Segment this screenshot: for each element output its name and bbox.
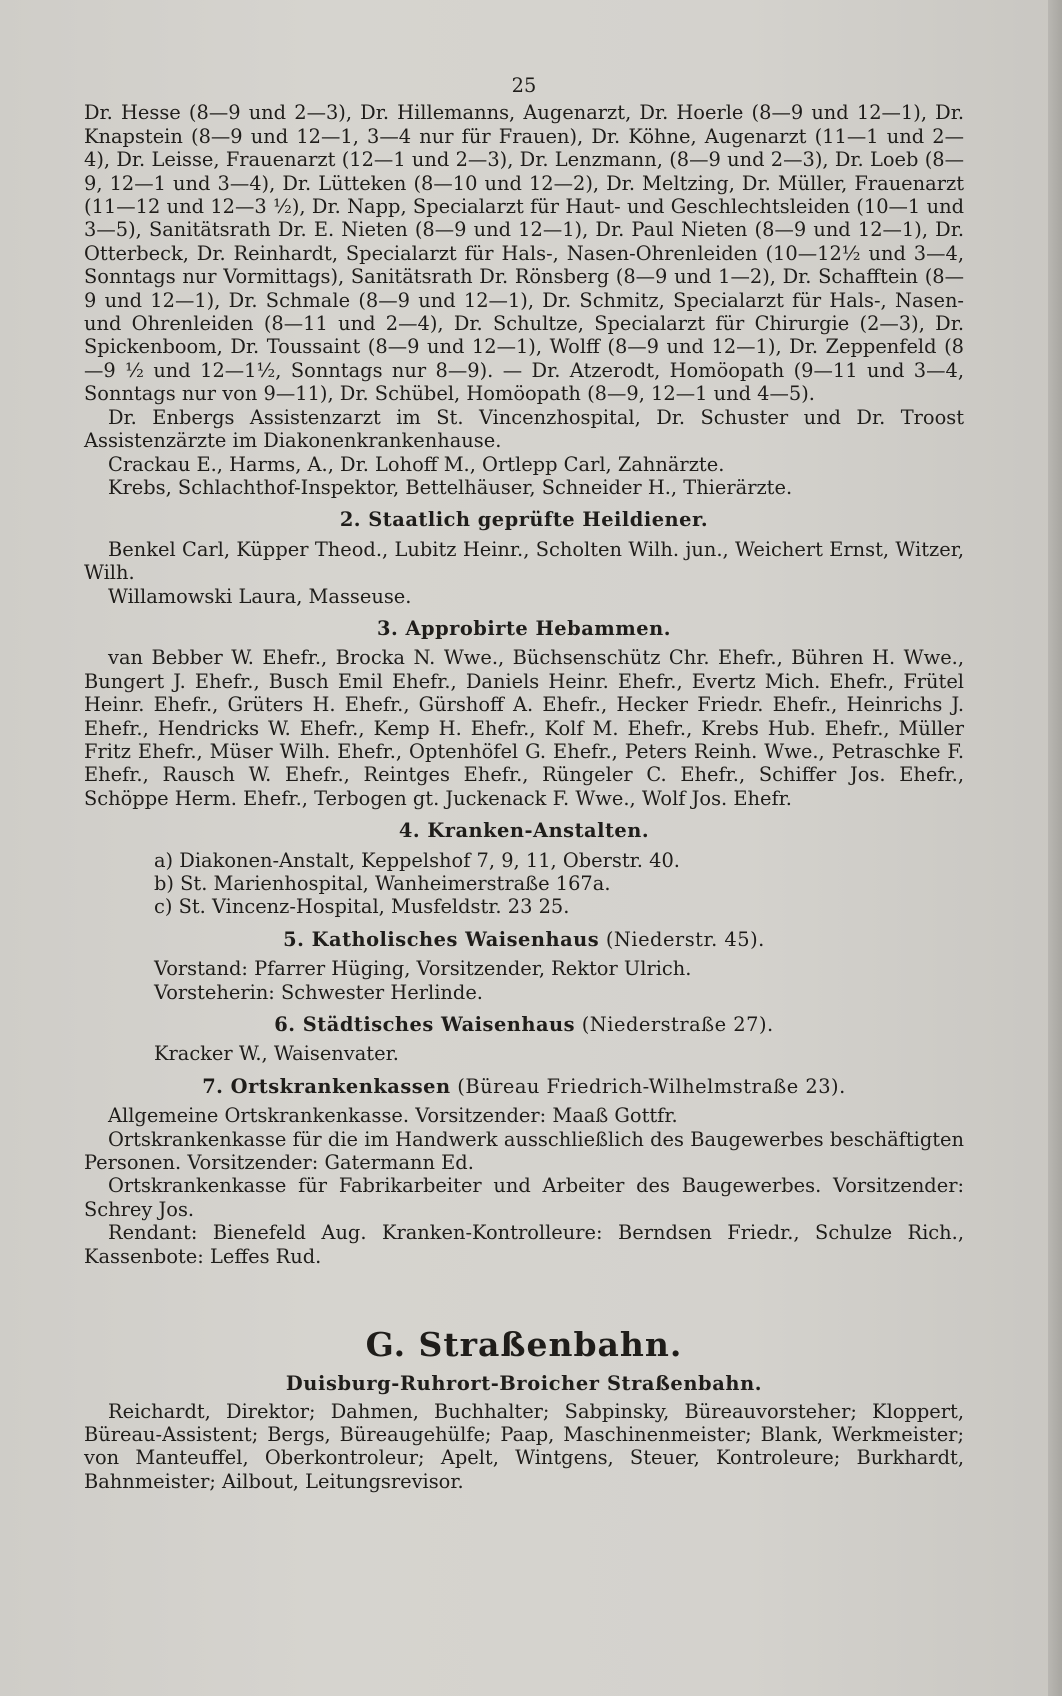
vets-line: Krebs, Schlachthof-Inspektor, Bettelhäuser, Schneider H., Thierärzte. xyxy=(108,475,793,499)
staedt-waisenhaus-address: (Niederstraße 27). xyxy=(575,1013,774,1037)
waisenvater-line: Kracker W., Waisenvater. xyxy=(154,1042,399,1066)
doctors-paragraph: Dr. Hesse (8—9 und 2—3), Dr. Hillemanns, Augenarzt, Dr. Hoerle (8—9 und 12—1), Dr. Knapstein (8—9 und 12—1, 3—4 nur für Frauen), Dr. Köhne, Augenarzt (11—1 und 2—4), Dr. Leisse, Frauenarzt (12—1 und 2—3), Dr. Lenzmann, (8—9 und 2—3), Dr. Loeb (8—9, 12—1 und 3—4), Dr. Lütteken (8—10 und 12—2), Dr. Meltzing, Dr. Müller, Frauenarzt (11—12 und 12—3 ½), Dr. Napp, Specialarzt für Haut- und Geschlechtsleiden (10—1 und 3—5), Sanitätsrath Dr. E. Nieten (8—9 und 12—1), Dr. Paul Nieten (8—9 und 12—1), Dr. Otterbeck, Dr. Reinhardt, Specialarzt für Hals-, Nasen-Ohrenleiden (10—12½ und 3—4, Sonntags nur Vormittags), Sanitätsrath Dr. Rönsberg (8—9 und 1—2), Dr. Schafftein (8—9 und 12—1), Dr. Schmale (8—9 und 12—1), Dr. Schmitz, Specialarzt für Hals-, Nasen- und Ohrenleiden (8—11 und 2—4), Dr. Schultze, Specialarzt für Chirurgie (2—3), Dr. Spickenboom, Dr. Toussaint (8—9 und 12—1), Wolff (8—9 und 12—1), Dr. Zeppenfeld (8—9 ½ und 12—1½, Sonntags nur 8—9). — Dr. Atzerodt, Homöopath (9—11 und 3—4, Sonntags nur von 9—11), Dr. Schübel, Homöopath (8—9, 12—1 und 4—5). xyxy=(84,101,964,406)
list-item: c) St. Vincenz-Hospital, Musfeldstr. 23 25. xyxy=(154,895,570,919)
assistants-paragraph: Dr. Enbergs Assistenzarzt im St. Vincenzhospital, Dr. Schuster und Dr. Troost Assistenzärzte im Diakonenkrankenhause. xyxy=(84,405,964,453)
dentists-line: Crackau E., Harms, A., Dr. Lohoff M., Ortlepp Carl, Zahnärzte. xyxy=(108,452,725,476)
ortskrankenkasse-general: Allgemeine Ortskrankenkasse. Vorsitzender: Maaß Gottfr. xyxy=(108,1104,678,1128)
hebammen-heading: 3. Approbirte Hebammen. xyxy=(377,616,671,640)
kath-waisenhaus-heading xyxy=(84,928,964,951)
strassenbahn-staff: Reichardt, Direktor; Dahmen, Buchhalter; Sabpinsky, Büreauvorsteher; Kloppert, Büreau-Assistent; Bergs, Büreaugehülfe; Paap, Maschinenmeister; Blank, Werkmeister; von Manteuffel, Oberkontroleur; Apelt, Wintgens, Steuer, Kontroleure; Burkhardt, Bahnmeister; Ailbout, Leitungsrevisor. xyxy=(84,1399,964,1493)
page-number: 25 xyxy=(511,74,537,97)
heildiener-heading: 2. Staatlich geprüfte Heildiener. xyxy=(339,508,709,532)
kath-waisenhaus-vorstand: Vorstand: Pfarrer Hüging, Vorsitzender, Rektor Ulrich. xyxy=(154,957,692,981)
kranken-anstalten-list xyxy=(84,849,964,919)
strassenbahn-subheading: Duisburg-Ruhrort-Broicher Straßenbahn. xyxy=(285,1372,763,1396)
strassenbahn-heading: G. Straßenbahn. xyxy=(365,1325,683,1365)
page-content xyxy=(84,74,964,1493)
list-item: a) Diakonen-Anstalt, Keppelshof 7, 9, 11, Oberstr. 40. xyxy=(154,848,680,872)
ortskrankenkasse-handwerk: Ortskrankenkasse für die im Handwerk ausschließlich des Baugewerbes beschäftigten Personen. Vorsitzender: Gatermann Ed. xyxy=(84,1127,964,1175)
kath-waisenhaus-vorsteherin: Vorsteherin: Schwester Herlinde. xyxy=(154,980,483,1004)
staedt-waisenhaus-title: 6. Städtisches Waisenhaus xyxy=(274,1013,576,1037)
ortskrankenkasse-fabrik: Ortskrankenkasse für Fabrikarbeiter und Arbeiter des Baugewerbes. Vorsitzender: Schrey Jos. xyxy=(84,1174,964,1221)
ortskrankenkassen-heading xyxy=(84,1075,964,1098)
book-gutter xyxy=(1048,0,1062,1696)
masseuse-line: Willamowski Laura, Masseuse. xyxy=(108,584,412,608)
kath-waisenhaus-title: 5. Katholisches Waisenhaus xyxy=(283,927,600,951)
ortskrankenkassen-address: (Büreau Friedrich-Wilhelmstraße 23). xyxy=(450,1074,846,1098)
kath-waisenhaus-address: (Niederstr. 45). xyxy=(599,927,765,951)
list-item: b) St. Marienhospital, Wanheimerstraße 167a. xyxy=(154,872,611,895)
ortskrankenkassen-title: 7. Ortskrankenkassen xyxy=(202,1074,451,1098)
hebammen-paragraph: van Bebber W. Ehefr., Brocka N. Wwe., Büchsenschütz Chr. Ehefr., Bühren H. Wwe., Bungert J. Ehefr., Busch Emil Ehefr., Daniels Heinr. Ehefr., Evertz Mich. Ehefr., Frütel Heinr. Ehefr., Grüters H. Ehefr., Gürshoff A. Ehefr., Hecker Friedr. Ehefr., Heinrichs J. Ehefr., Hendricks W. Ehefr., Kemp H. Ehefr., Kolf M. Ehefr., Krebs Hub. Ehefr., Müller Fritz Ehefr., Müser Wilh. Ehefr., Optenhöfel G. Ehefr., Peters Reinh. Wwe., Petraschke F. Ehefr., Rausch W. Ehefr., Reintges Ehefr., Rüngeler C. Ehefr., Schiffer Jos. Ehefr., Schöppe Herm. Ehefr., Terbogen gt. Juckenack F. Wwe., Wolf Jos. Ehefr. xyxy=(84,646,964,810)
ortskrankenkasse-staff: Rendant: Bienefeld Aug. Kranken-Kontrolleure: Berndsen Friedr., Schulze Rich., Kassenbote: Leffes Rud. xyxy=(84,1221,964,1268)
heildiener-line: Benkel Carl, Küpper Theod., Lubitz Heinr., Scholten Wilh. jun., Weichert Ernst, Witzer, Wilh. xyxy=(84,537,964,585)
staedt-waisenhaus-heading xyxy=(84,1013,964,1036)
kranken-anstalten-heading: 4. Kranken-Anstalten. xyxy=(398,819,650,843)
